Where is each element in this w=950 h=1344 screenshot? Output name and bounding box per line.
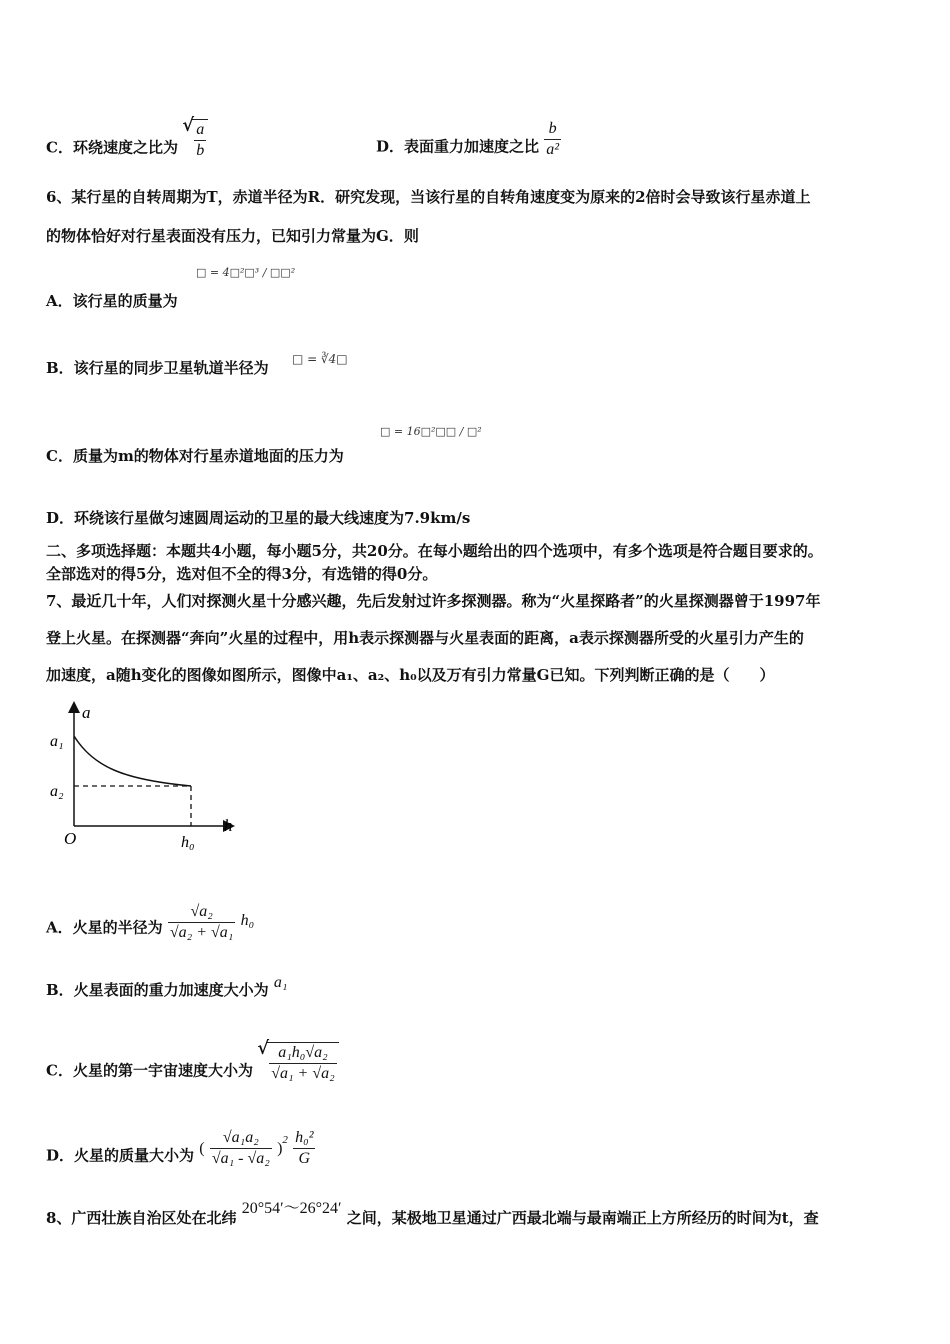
q6-b-formula: □ = ∛4□ bbox=[292, 352, 348, 366]
q6-stem-line2: 的物体恰好对行星表面没有压力，已知引力常量为G．则 bbox=[46, 227, 419, 245]
q7-b-formula: a₁ bbox=[273, 974, 288, 991]
q7-d-tail: $\frac{\text{h₀²}}{G}$ bbox=[295, 1129, 314, 1167]
a1-label: a₁ bbox=[50, 733, 64, 750]
q8-stem: 8、广西壮族自治区处在北纬 20°54′～26°24′ 之间，某极地卫星通过广西最北端与最南端正上方所经历的时间为t，查 bbox=[46, 1200, 819, 1227]
q7-stem-line2: 登上火星。在探测器“奔向”火星的过程中，用h表示探测器与火星表面的距离，a表示探测器所受的火星引力产生的 bbox=[46, 629, 804, 647]
q8-latitude: 20°54′～26°24′ bbox=[241, 1200, 342, 1217]
q7-c-formula: √ $\frac{\text{a₁h₀√a₂}}{\text{√a₁ + √a₂}}$ bbox=[267, 1042, 338, 1084]
q6-option-a: A．该行星的质量为 bbox=[46, 292, 178, 310]
q5-c-formula: √ $\frac{a}{b}$ bbox=[192, 119, 208, 161]
q7-option-c: C．火星的第一宇宙速度大小为 √ $\frac{\text{a₁h₀√a₂}}{\text{√a₁ + √a₂}}$ bbox=[46, 1050, 339, 1092]
a2-label: a₂ bbox=[50, 783, 64, 800]
q6-c-formula: □ = 16□²□□ / □² bbox=[380, 425, 482, 438]
q6-option-d: D．环绕该行星做匀速圆周运动的卫星的最大线速度为7.9km/s bbox=[46, 509, 471, 527]
q7-stem-line3: 加速度，a随h变化的图像如图所示，图像中a₁、a₂、h₀以及万有引力常量G已知。下列判断正确的是（ ） bbox=[46, 666, 775, 684]
q6-a-formula: □ = 4□²□³ / □□² bbox=[196, 266, 296, 279]
q5-d-formula: $\frac{b}{\text{a²}}$ bbox=[546, 120, 560, 158]
y-axis-label: a bbox=[82, 703, 91, 722]
q5-option-c: C．环绕速度之比为 √ $\frac{a}{b}$ bbox=[46, 127, 208, 169]
q6-stem-line1: 6、某行星的自转周期为T，赤道半径为R．研究发现，当该行星的自转角速度变为原来的2倍时会导致该行星赤道上 bbox=[46, 188, 811, 206]
curve bbox=[74, 736, 191, 786]
q7-option-d: D．火星的质量大小为 ( $\frac{\text{√a₁a₂}}{\text{√a₁ - √a₂}}$ )$^2$ $\frac{\text{h₀²}}{G}$ bbox=[46, 1129, 314, 1167]
h0-label: h₀ bbox=[181, 834, 195, 851]
origin-label: O bbox=[64, 829, 77, 848]
x-axis-label: h bbox=[224, 816, 233, 835]
q5-option-d: D．表面重力加速度之比 $\frac{b}{\text{a²}}$ bbox=[376, 120, 560, 158]
q7-d-formula: $\frac{\text{√a₁a₂}}{\text{√a₁ - √a₂}}$ bbox=[211, 1129, 270, 1167]
q7-a-formula: $\frac{\text{√a₂}}{\text{√a₂ + √a₁}}$ bbox=[169, 903, 234, 941]
section2-heading-line1: 二、多项选择题：本题共4小题，每小题5分，共20分。在每小题给出的四个选项中，有多个选项是符合题目要求的。 bbox=[46, 542, 823, 560]
q7-graph bbox=[46, 698, 246, 858]
q6-option-c: C．质量为m的物体对行星赤道地面的压力为 bbox=[46, 447, 344, 465]
q7-option-b: B．火星表面的重力加速度大小为 a₁ bbox=[46, 974, 288, 999]
q7-option-a: A．火星的半径为 $\frac{\text{√a₂}}{\text{√a₂ + √a₁}}$ h₀ bbox=[46, 903, 255, 941]
q6-option-b: B．该行星的同步卫星轨道半径为 bbox=[46, 359, 269, 377]
q7-stem-line1: 7、最近几十年，人们对探测火星十分感兴趣，先后发射过许多探测器。称为“火星探路者”的火星探测器曾于1997年 bbox=[46, 592, 821, 610]
section2-heading-line2: 全部选对的得5分，选对但不全的得3分，有选错的得0分。 bbox=[46, 565, 438, 583]
